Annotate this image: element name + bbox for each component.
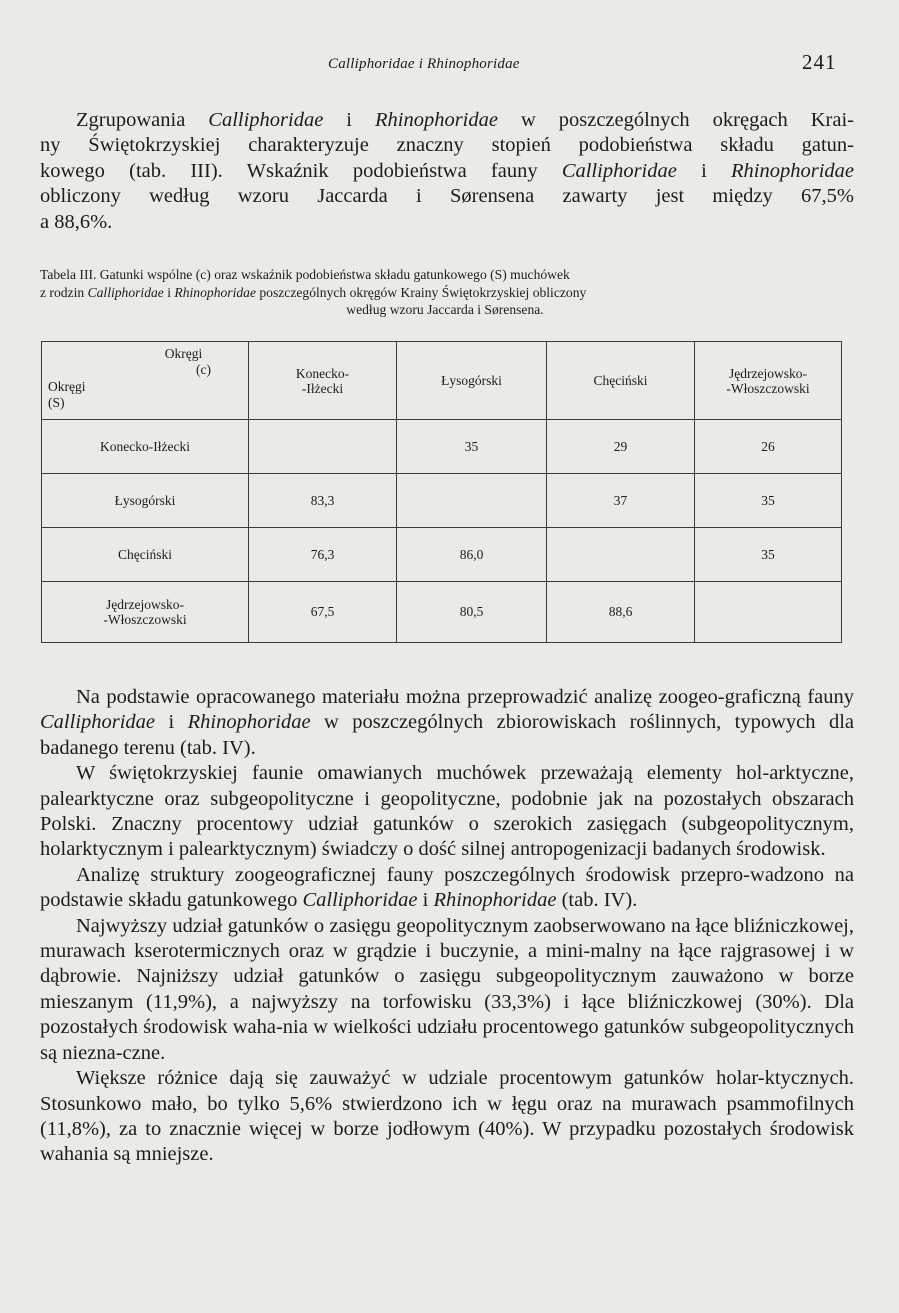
table-caption: Tabela III. Gatunki wspólne (c) oraz wskaźnik podobieństwa składu gatunkowego (S) muchówek z rodzin Calliphoridae i Rhinophoridae poszczególnych okręgów Krainy Świętokrzyskiej obliczony według wzoru Jaccarda i Sørensena. bbox=[40, 267, 587, 317]
column-header: Łysogórski bbox=[397, 342, 547, 420]
row-label: Chęciński bbox=[42, 528, 249, 582]
column-header: Jędrzejowsko- -Włoszczowski bbox=[695, 342, 842, 420]
table-row bbox=[42, 528, 842, 582]
table-cell: 80,5 bbox=[397, 582, 547, 643]
table-corner-cell: Okręgi (c) Okręgi (S) bbox=[42, 342, 249, 420]
table-cell bbox=[249, 420, 397, 474]
table-cell: 26 bbox=[695, 420, 842, 474]
table-cell: 35 bbox=[695, 474, 842, 528]
table-row bbox=[42, 420, 842, 474]
column-header: Konecko- -Iłżecki bbox=[249, 342, 397, 420]
table-cell: 86,0 bbox=[397, 528, 547, 582]
body-paragraph-4: Najwyższy udział gatunków o zasięgu geopolitycznym zaobserwowano na łące bliźniczkowej, murawach kserotermicznych oraz w grądzie i buczynie, a mini-malny na łące rajgrasowej i w dąbrowie. Najniższy udział gatunków o zasięgu subgeopolitycznym zauważono w borze mieszanym (11,9%), a najwyższy na torfowisku (33,3%) i łące bliźniczkowej (30%). Dla pozostałych środowisk waha-nia w wielkości udziału procentowego gatunków subgeopolitycznych są niezna-czne. bbox=[40, 914, 854, 1064]
table-row bbox=[42, 582, 842, 643]
body-paragraph-1: Na podstawie opracowanego materiału można przeprowadzić analizę zoogeo-graficzną fauny Calliphoridae i Rhinophoridae w poszczególnych zbiorowiskach roślinnych, typowych dla badanego terenu (tab. IV). bbox=[40, 686, 854, 759]
table-cell: 67,5 bbox=[249, 582, 397, 643]
table-cell: 76,3 bbox=[249, 528, 397, 582]
body-paragraph-3: Analizę struktury zoogeograficznej fauny poszczególnych środowisk przepro-wadzono na podstawie składu gatunkowego Calliphoridae i Rhinophoridae (tab. IV). bbox=[40, 863, 854, 912]
body-paragraph-2: W świętokrzyskiej faunie omawianych muchówek przeważają elementy hol-arktyczne, palearktyczne oraz subgeopolityczne i geopolityczne, podobnie jak na pozostałych obszarach Polski. Znaczny procentowy udział gatunków o szerokich zasięgach (subgeopolitycznym, holarktycznym i palearktycznym) świadczy o dość silnej antropogenizacji badanych środowisk. bbox=[40, 762, 854, 861]
similarity-table bbox=[41, 341, 842, 643]
row-label: Łysogórski bbox=[42, 474, 249, 528]
table-cell bbox=[547, 528, 695, 582]
table-row bbox=[42, 474, 842, 528]
body-text bbox=[40, 685, 854, 1168]
table-cell bbox=[695, 582, 842, 643]
row-label: Konecko-Iłżecki bbox=[42, 420, 249, 474]
page-number: 241 bbox=[802, 50, 837, 74]
body-paragraph-5: Większe różnice dają się zauważyć w udziale procentowym gatunków holar-ktycznych. Stosunkowo mało, bo tylko 5,6% stwierdzono ich w łęgu oraz na murawach psammofilnych (11,8%), za to znacznie więcej w borze jodłowym (40%). W przypadku pozostałych środowisk wahania są mniejsze. bbox=[40, 1067, 854, 1166]
column-header: Chęciński bbox=[547, 342, 695, 420]
intro-paragraph: Zgrupowania Calliphoridae i Rhinophoridae w poszczególnych okręgach Krai- ny Świętokrzyskiej charakteryzuje znaczny stopień podobieństwa składu gatun- kowego (tab. III). Wskaźnik podobieństwa fauny Calliphoridae i Rhinophoridae obliczony według wzoru Jaccarda i Sørensena zawarty jest między 67,5% a 88,6%. bbox=[40, 109, 854, 233]
table-cell: 83,3 bbox=[249, 474, 397, 528]
running-title: Calliphoridae i Rhinophoridae bbox=[328, 56, 520, 72]
table-cell bbox=[397, 474, 547, 528]
table-header-row bbox=[42, 342, 842, 420]
table-cell: 88,6 bbox=[547, 582, 695, 643]
table-cell: 37 bbox=[547, 474, 695, 528]
running-header bbox=[0, 48, 899, 78]
row-label: Jędrzejowsko- -Włoszczowski bbox=[42, 582, 249, 643]
table-cell: 29 bbox=[547, 420, 695, 474]
table-cell: 35 bbox=[695, 528, 842, 582]
table-cell: 35 bbox=[397, 420, 547, 474]
